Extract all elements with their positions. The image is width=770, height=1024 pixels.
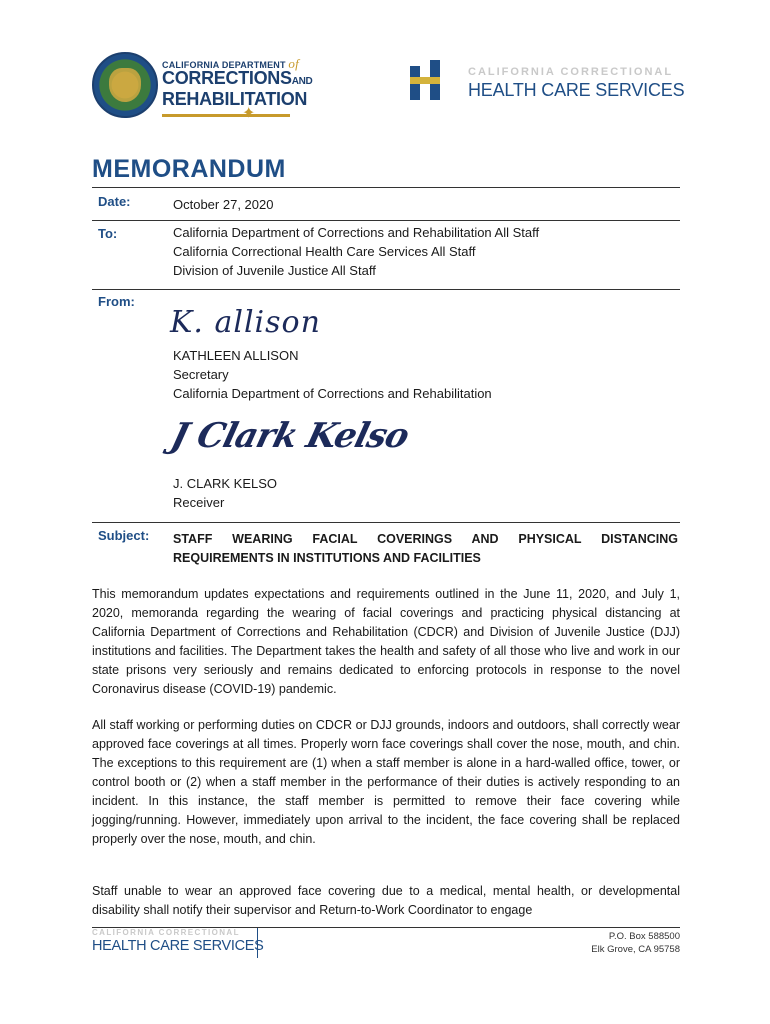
date-label: Date: [98, 194, 131, 209]
cdcr-seal-icon [92, 52, 158, 118]
from-label: From: [98, 294, 135, 309]
memo-title: MEMORANDUM [92, 155, 286, 183]
cdcr-logo [92, 46, 313, 130]
subject-line-1: STAFF WEARING FACIAL COVERINGS AND PHYSICAL DISTANCING [173, 532, 678, 546]
to-rule [92, 289, 680, 290]
signer2-name: J. CLARK KELSO [173, 476, 278, 491]
allison-signature: K. allison [170, 305, 321, 340]
to-label: To: [98, 226, 118, 241]
body-paragraph-2: All staff working or performing duties on CDCR or DJJ grounds, indoors and outdoors, shall correctly wear approved face coverings at all times. Properly worn face coverings shall cover the nose, mouth, and chin. The exceptions to this requirement are (1) when a staff member is alone in a hard-walled office, tower, or control booth or (2) when a staff member in the performance of their duties is actively responding to an incident. In this instance, the staff member is permitted to remove their face covering while jogging/running. However, immediately upon arrival to the incident, the face covering shall be replaced properly over the nose, mouth, and chin. [92, 718, 680, 846]
title-rule [92, 187, 680, 188]
to-line-3: Division of Juvenile Justice All Staff [173, 263, 376, 278]
cdcr-logo-line2: CORRECTIONSAND [162, 68, 313, 88]
from-rule [92, 522, 680, 523]
star-icon: ✦ [242, 105, 256, 122]
subject-line-2: REQUIREMENTS IN INSTITUTIONS AND FACILITIES [173, 551, 481, 565]
footer-address-line2: Elk Grove, CA 95758 [591, 944, 680, 955]
subject-label: Subject: [98, 528, 150, 543]
body-paragraph-1: This memorandum updates expectations and requirements outlined in the June 11, 2020, and July 1, 2020, memoranda regarding the wearing of facial coverings and practicing physical distancing at California Department of Corrections and Rehabilitation (CDCR) and Division of Juvenile Justice (DJJ) institutions and facilities. The Department takes the health and safety of all those who live and work in our state prisons very seriously and remains dedicated to enforcing protocols in response to the novel Coronavirus disease (COVID-19) pandemic. [92, 587, 680, 696]
cdcr-logo-line3: REHABILITATION [162, 89, 308, 109]
signer1-org: California Department of Corrections and Rehabilitation [173, 386, 492, 401]
date-value: October 27, 2020 [173, 197, 274, 212]
kelso-signature: J Clark Kelso [167, 416, 413, 456]
cchcs-h-icon [410, 60, 442, 100]
cchcs-logo-line1: CALIFORNIA CORRECTIONAL [468, 66, 674, 78]
cdcr-logo-bar [162, 114, 290, 117]
footer-logo [92, 928, 264, 958]
footer-logo-line2: HEALTH CARE SERVICES [92, 938, 264, 954]
to-line-2: California Correctional Health Care Services All Staff [173, 244, 476, 259]
to-line-1: California Department of Corrections and Rehabilitation All Staff [173, 225, 540, 240]
footer-address-line1: P.O. Box 588500 [608, 931, 680, 942]
signer1-name: KATHLEEN ALLISON [173, 348, 299, 363]
signer2-title: Receiver [173, 495, 225, 510]
cchcs-logo [410, 60, 685, 104]
signer1-title: Secretary [173, 367, 229, 382]
cdcr-logo-line1: CALIFORNIA DEPARTMENT of [162, 56, 299, 71]
footer-logo-line1: CALIFORNIA CORRECTIONAL [92, 928, 240, 937]
date-rule [92, 220, 680, 221]
body-paragraph-3: Staff unable to wear an approved face covering due to a medical, mental health, or developmental disability shall notify their supervisor and Return-to-Work Coordinator to engage [92, 884, 680, 917]
cchcs-logo-line2: HEALTH CARE SERVICES [468, 80, 685, 100]
footer-address [591, 930, 680, 956]
